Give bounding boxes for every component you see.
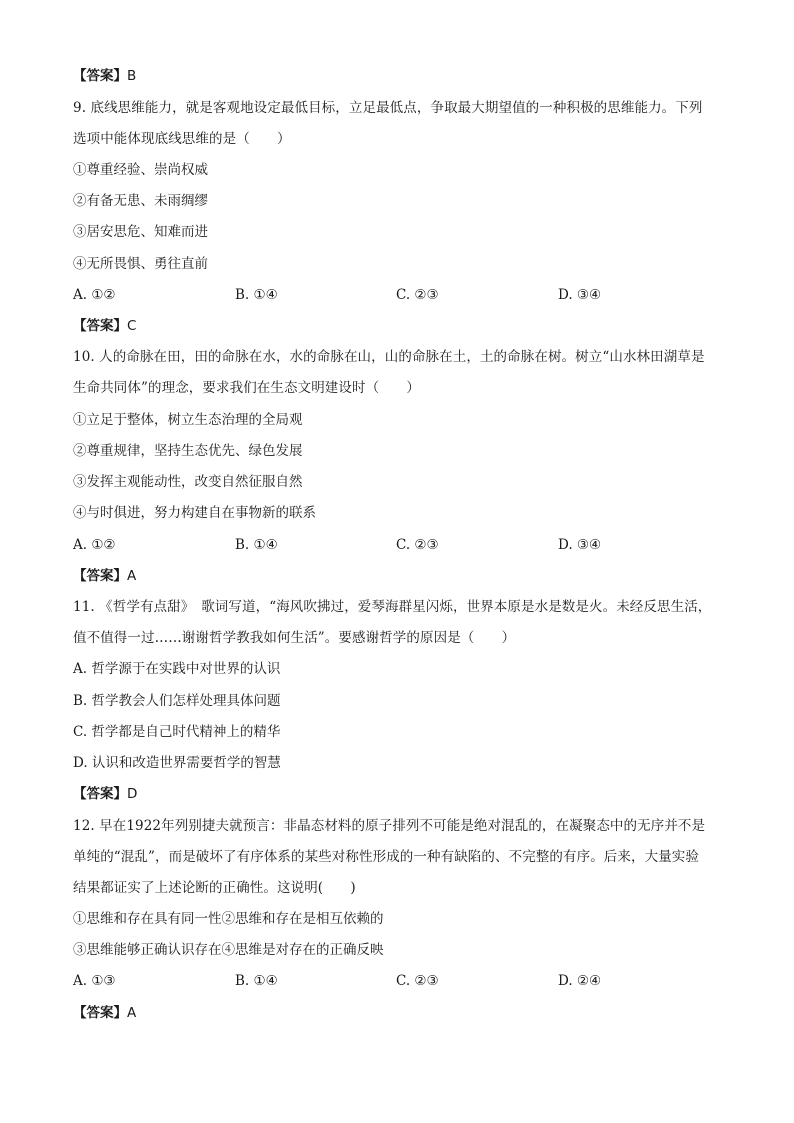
answer-value: D: [127, 786, 138, 802]
answer-tag: 【答案】: [73, 318, 127, 334]
answer-value: B: [127, 68, 137, 84]
question-11-choice-a[interactable]: A. 哲学源于在实践中对世界的认识: [73, 661, 281, 677]
question-10-item-4: ④与时俱进，努力构建自在事物新的联系: [73, 505, 316, 521]
answer-tag: 【答案】: [73, 1005, 127, 1021]
answer-line: [73, 566, 136, 586]
question-10-options: [73, 535, 723, 555]
question-11-choice-d[interactable]: D. 认识和改造世界需要哲学的智慧: [73, 755, 281, 771]
option-d[interactable]: D. ③④: [558, 537, 602, 553]
answer-tag: 【答案】: [73, 568, 127, 584]
question-11-stem-line-1: 11. 《哲学有点甜》 歌词写道，“海风吹拂过，爱琴海群星闪烁，世界本原是水是数是火。未经反思生活，: [73, 599, 712, 615]
answer-value: C: [127, 318, 137, 334]
question-9-options: [73, 285, 723, 305]
question-11-choice-c[interactable]: C. 哲学都是自己时代精神上的精华: [73, 724, 281, 740]
answer-line: [73, 66, 136, 86]
answer-tag: 【答案】: [73, 68, 127, 84]
option-a[interactable]: A. ①②: [73, 537, 116, 553]
question-12-stem-line-1: 12. 早在1922年列别捷夫就预言：非晶态材料的原子排列不可能是绝对混乱的，在凝聚态中的无序并不是: [73, 818, 706, 834]
question-10-item-1: ①立足于整体，树立生态治理的全局观: [73, 412, 303, 428]
question-9-item-4: ④无所畏惧、勇往直前: [73, 256, 208, 272]
option-a[interactable]: A. ①②: [73, 287, 116, 303]
option-b[interactable]: B. ①④: [235, 973, 278, 989]
question-12-item-line-2: ③思维能够正确认识存在④思维是对存在的正确反映: [73, 942, 384, 958]
answer-line: [73, 1003, 136, 1023]
question-9-item-1: ①尊重经验、崇尚权威: [73, 162, 208, 178]
question-10-item-3: ③发挥主观能动性，改变自然征服自然: [73, 474, 303, 490]
question-12-stem-line-2: 单纯的“混乱”，而是破坏了有序体系的某些对称性形成的一种有缺陷的、不完整的有序。后来，大量实验: [73, 849, 700, 865]
option-c[interactable]: C. ②③: [396, 287, 439, 303]
question-9-stem-line-2: 选项中能体现底线思维的是（ ）: [73, 131, 291, 147]
option-c[interactable]: C. ②③: [396, 537, 439, 553]
option-d[interactable]: D. ③④: [558, 287, 602, 303]
question-11-stem-line-2: 值不值得一过……谢谢哲学教我如何生活”。要感谢哲学的原因是（ ）: [73, 630, 516, 646]
question-12-stem-line-3: 结果都证实了上述论断的正确性。这说明( ): [73, 880, 356, 896]
option-d[interactable]: D. ②④: [558, 973, 602, 989]
question-11-choice-b[interactable]: B. 哲学教会人们怎样处理具体问题: [73, 693, 281, 709]
option-b[interactable]: B. ①④: [235, 537, 278, 553]
question-12-options: [73, 971, 723, 991]
answer-line: [73, 316, 136, 336]
answer-line: [73, 784, 137, 804]
question-10-stem-line-2: 生命共同体”的理念，要求我们在生态文明建设时（ ）: [73, 380, 421, 396]
question-9-item-3: ③居安思危、知难而进: [73, 224, 208, 240]
question-12-item-line-1: ①思维和存在具有同一性②思维和存在是相互依赖的: [73, 911, 384, 927]
option-a[interactable]: A. ①③: [73, 973, 116, 989]
question-9-stem-line-1: 9. 底线思维能力，就是客观地设定最低目标，立足最低点，争取最大期望值的一种积极的思维能力。下列: [73, 100, 703, 116]
answer-tag: 【答案】: [73, 786, 127, 802]
answer-value: A: [127, 1005, 137, 1021]
question-10-stem-line-1: 10. 人的命脉在田，田的命脉在水，水的命脉在山，山的命脉在土，土的命脉在树。树立“山水林田湖草是: [73, 349, 705, 365]
answer-value: A: [127, 568, 137, 584]
option-b[interactable]: B. ①④: [235, 287, 278, 303]
option-c[interactable]: C. ②③: [396, 973, 439, 989]
question-10-item-2: ②尊重规律，坚持生态优先、绿色发展: [73, 443, 303, 459]
question-9-item-2: ②有备无患、未雨绸缪: [73, 193, 208, 209]
